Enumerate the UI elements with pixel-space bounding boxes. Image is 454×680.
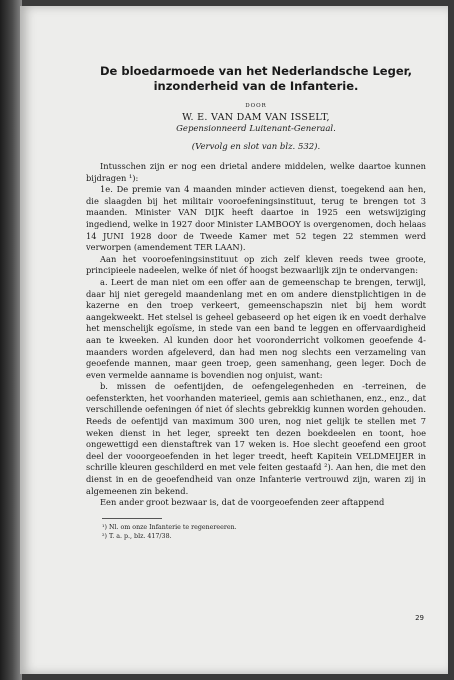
author-rank: Gepensionneerd Luitenant-Generaal. (176, 124, 336, 134)
book-binding-edge (0, 0, 22, 680)
title-line-2: inzonderheid van de Infanterie. (153, 79, 359, 93)
continuation-note: (Vervolg en slot van blz. 532). (191, 142, 321, 152)
footnote-divider (102, 518, 162, 519)
paragraph-4: a. Leert de man niet om een offer aan de gemeenschap te brengen, terwijl, daar hij niet geregeld maandenlang met en om andere dienstplichtigen in de kazerne en den troep verkeert, gemeenschapszin niet bij hem wordt aangekweekt. Het stelsel is geheel gebaseerd op het eigen ik en voedt derhalve het menschelijk egoïsme, in stede van een band te leggen en offervaardigheid aan te kweeken. Al kunden door het vooronderricht volkomen geoefende 4-maanders worden afgeleverd, dan had men nog slechts een verzameling van geoefende mannen, maar geen troep, geen samenhang, geen leger. Doch de even vermelde aanname is bovendien nog onjuist, want: (86, 276, 426, 380)
book-page (20, 6, 448, 674)
title-line-1: De bloedarmoede van het Nederlandsche Leger, (100, 64, 412, 78)
byline-word: DOOR (245, 103, 267, 109)
footnote-2: ²) T. a. p., blz. 417/38. (102, 532, 172, 540)
paragraph-1: Intusschen zijn er nog een drietal andere middelen, welke daartoe kunnen bijdragen ¹): (86, 161, 426, 183)
article-body (86, 161, 426, 509)
paragraph-2: 1e. De premie van 4 maanden minder actieven dienst, toegekend aan hen, die slaagden bij het militair vooroefeningsinstituut, terug te brengen tot 3 maanden. Minister VAN DIJK heeft daartoe in 1925 een wetswijziging ingediend, welke in 1927 door Minister LAMBOOY is overgenomen, doch helaas 14 JUNI 1928 door de Tweede Kamer met 52 tegen 22 stemmen werd verworpen (amendement TER LAAN). (86, 184, 426, 253)
paragraph-6: Een ander groot bezwaar is, dat de voorgeoefenden zeer aftappend (100, 497, 385, 508)
paragraph-3: Aan het vooroefeningsinstituut op zich zelf kleven reeds twee groote, principieele nadeelen, welke óf niet óf hoogst bezwaarlijk zijn te ondervangen: (86, 253, 426, 276)
article-title (86, 64, 426, 94)
page-content (86, 64, 426, 541)
paragraph-5: b. missen de oefentijden, de oefengelegenheden en -terreinen, de oefensterkten, het voorhanden materieel, gemis aan schiethanen, enz., enz., dat verschillende oefeningen óf niet óf slechts gebrekkig kunnen worden gehouden. Reeds de oefentijd van maximum 300 uren, nog niet gelijk te stellen met 7 weken dienst in het leger, spreekt ten dezen boekdeelen en toont, hoe ongewettigd een dienstaftrek van 17 weken is. Hoe slecht geoefend een groot deel der vooorgeoefenden in het leger treedt, heeft Kapitein VELDMEIJER in schrille kleuren geschilderd en met vele feiten gestaafd ²). Aan hen, die met den dienst in en de geoefendheid van onze Infanterie vertrouwd zijn, waren zij in algemeenen zin bekend. (86, 381, 426, 496)
page-number: 29 (415, 614, 424, 622)
footnote-1: ¹) Nl. om onze Infanterie te regenereeren. (102, 523, 237, 531)
author-name: W. E. VAN DAM VAN ISSELT, (182, 112, 330, 123)
